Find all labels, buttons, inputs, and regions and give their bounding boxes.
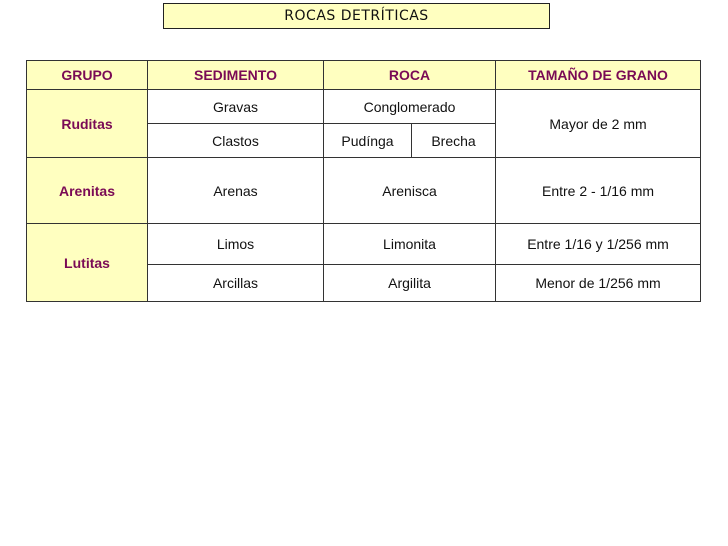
- header-grupo: GRUPO: [27, 61, 148, 90]
- sediment-limos: Limos: [148, 224, 324, 265]
- rock-arenisca: Arenisca: [324, 158, 496, 224]
- table-row: [27, 90, 701, 124]
- rock-brecha: Brecha: [412, 124, 496, 158]
- group-ruditas: Ruditas: [27, 90, 148, 158]
- rock-limonita: Limonita: [324, 224, 496, 265]
- grain-size-ruditas: Mayor de 2 mm: [496, 90, 701, 158]
- group-lutitas: Lutitas: [27, 224, 148, 302]
- header-tamano: TAMAÑO DE GRANO: [496, 61, 701, 90]
- sediment-arenas: Arenas: [148, 158, 324, 224]
- rock-pudinga: Pudínga: [324, 124, 412, 158]
- sediment-arcillas: Arcillas: [148, 265, 324, 302]
- header-sedimento: SEDIMENTO: [148, 61, 324, 90]
- table-title: ROCAS DETRÍTICAS: [163, 3, 550, 29]
- sediment-clastos: Clastos: [148, 124, 324, 158]
- grain-size-lutitas-1: Entre 1/16 y 1/256 mm: [496, 224, 701, 265]
- sediment-gravas: Gravas: [148, 90, 324, 124]
- grain-size-lutitas-2: Menor de 1/256 mm: [496, 265, 701, 302]
- detrital-rocks-table: [26, 60, 701, 302]
- table-row: [27, 224, 701, 265]
- header-row: [27, 61, 701, 90]
- grain-size-arenitas: Entre 2 - 1/16 mm: [496, 158, 701, 224]
- rock-conglomerado: Conglomerado: [324, 90, 496, 124]
- table-row: [27, 158, 701, 224]
- group-arenitas: Arenitas: [27, 158, 148, 224]
- header-roca: ROCA: [324, 61, 496, 90]
- rock-argilita: Argilita: [324, 265, 496, 302]
